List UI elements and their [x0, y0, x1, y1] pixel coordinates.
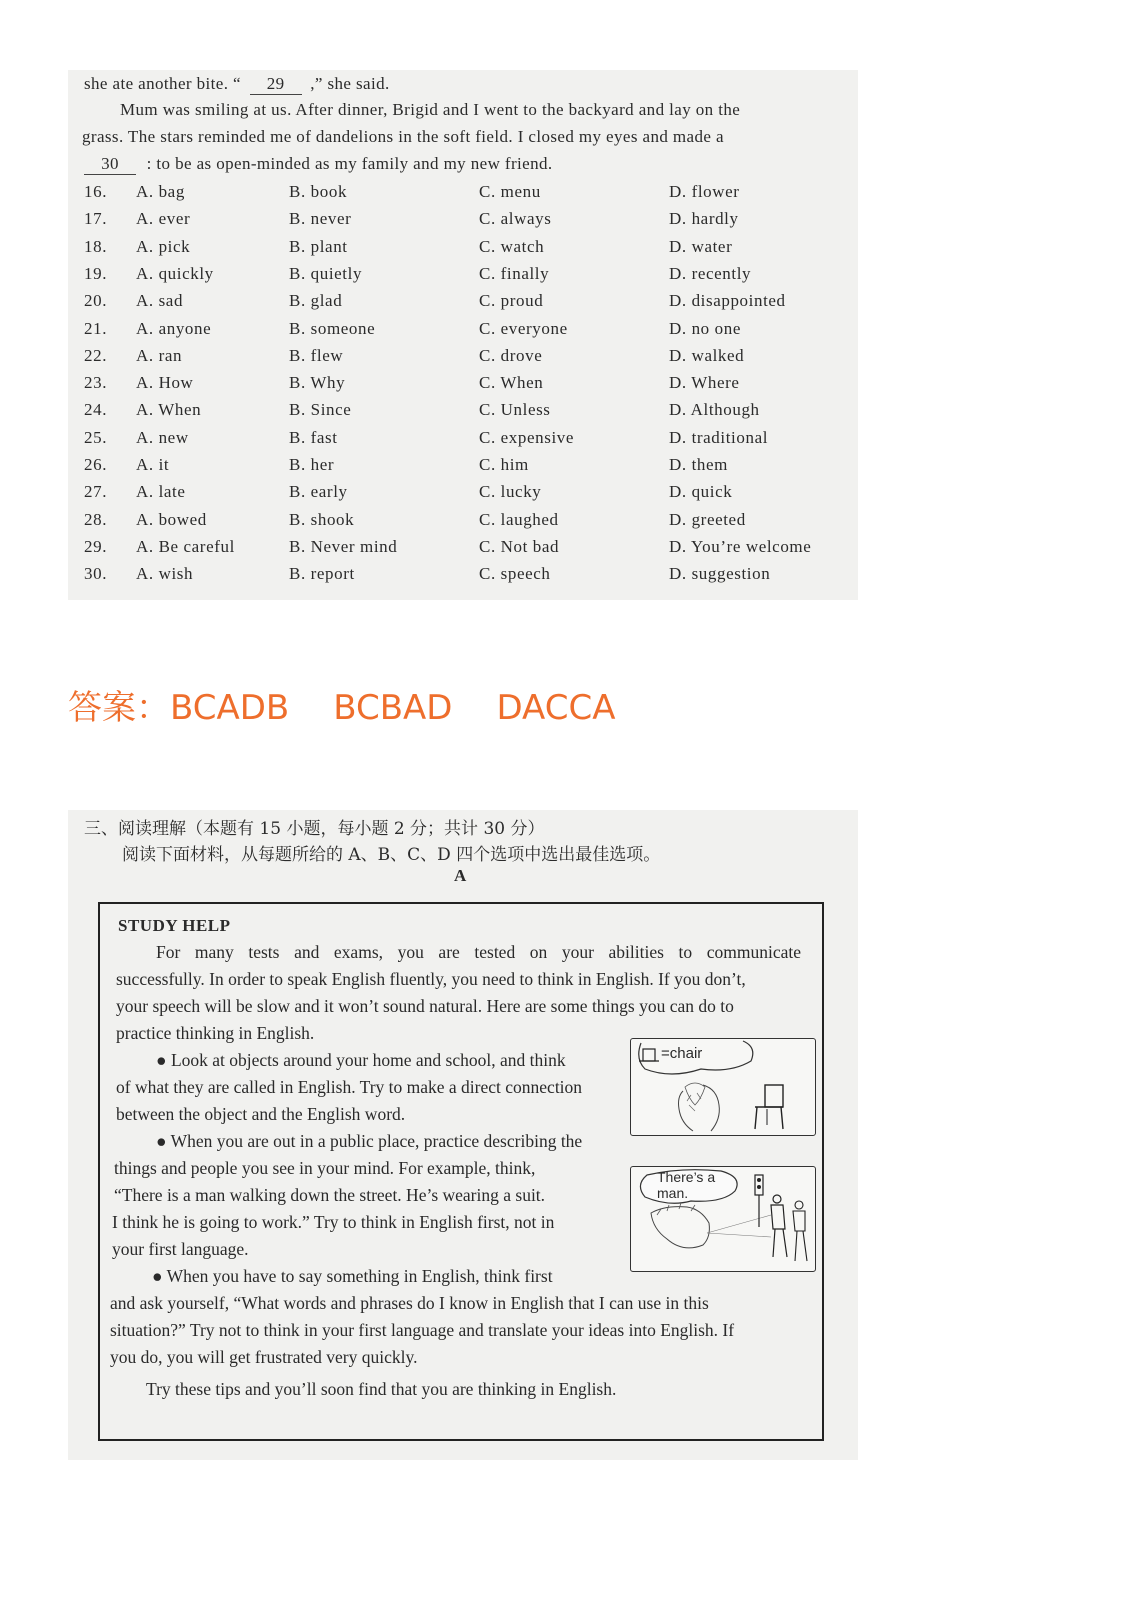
answer-group: BCADB	[170, 688, 290, 728]
question-number: 20.	[84, 291, 108, 311]
option-a: A. Be careful	[136, 536, 235, 556]
option-d: D. Where	[669, 373, 740, 393]
option-a: A. pick	[136, 236, 191, 256]
question-number: 28.	[84, 509, 108, 529]
cloze-line-2: Mum was smiling at us. After dinner, Brigid and I went to the backyard and lay on the	[120, 100, 741, 119]
option-row	[84, 564, 844, 586]
option-c: C. expensive	[479, 427, 575, 447]
option-a: A. How	[136, 373, 194, 393]
option-a: A. late	[136, 482, 186, 502]
cloze-line-1	[84, 74, 390, 95]
option-b: B. never	[289, 209, 352, 229]
question-number: 16.	[84, 182, 108, 201]
option-row	[84, 237, 844, 259]
option-b: B. someone	[289, 318, 376, 338]
chair-illustration	[630, 1038, 816, 1136]
option-c: C. menu	[479, 182, 541, 201]
option-c: C. watch	[479, 236, 545, 256]
option-d: D. flower	[669, 182, 740, 201]
cloze-line-4	[84, 154, 553, 175]
answer-line	[68, 680, 659, 729]
instruction: 阅读下面材料，从每题所给的 A、B、C、D 四个选项中选出最佳选项。	[122, 845, 661, 865]
cloze-line-3: grass. The stars reminded me of dandelions in the soft field. I closed my eyes and made a	[82, 127, 724, 146]
blank-29: 29	[250, 74, 302, 95]
paragraph-line: I think he is going to work.” Try to think in English first, not in	[112, 1212, 555, 1232]
paragraph-line: of what they are called in English. Try to make a direct connection	[116, 1077, 583, 1097]
option-row	[84, 428, 844, 450]
option-c: C. lucky	[479, 482, 542, 502]
option-a: A. it	[136, 455, 170, 474]
question-number: 22.	[84, 345, 108, 365]
option-d: D. traditional	[669, 427, 769, 447]
option-b: B. shook	[289, 509, 355, 529]
option-b: B. fast	[289, 427, 338, 447]
reading-scan	[68, 810, 858, 1460]
answer-label: 答案：	[68, 688, 170, 728]
paragraph-line: “There is a man walking down the street. He’s wearing a suit.	[114, 1185, 546, 1205]
option-d: D. disappointed	[669, 291, 786, 311]
paragraph-line: things and people you see in your mind. For example, think,	[114, 1158, 536, 1178]
cloze-scan	[68, 70, 858, 600]
option-c: C. him	[479, 455, 529, 474]
question-number: 21.	[84, 318, 108, 338]
question-number: 24.	[84, 400, 108, 420]
answer-group: BCBAD	[333, 688, 453, 728]
option-b: B. glad	[289, 291, 343, 311]
chair-caption: =chair	[661, 1045, 703, 1062]
question-number: 30.	[84, 564, 108, 584]
paragraph-line: situation?” Try not to think in your first language and translate your ideas into English. If	[110, 1320, 735, 1340]
bullet-line: ● When you have to say something in English, think first	[152, 1266, 553, 1286]
option-d: D. greeted	[669, 509, 746, 529]
option-d: D. You’re welcome	[669, 536, 812, 556]
option-a: A. anyone	[136, 318, 212, 338]
option-b: B. flew	[289, 345, 344, 365]
option-c: C. drove	[479, 345, 543, 365]
option-d: D. quick	[669, 482, 733, 502]
option-c: C. speech	[479, 564, 551, 584]
part-label: A	[454, 866, 467, 885]
question-number: 25.	[84, 427, 108, 447]
option-row	[84, 346, 844, 368]
option-row	[84, 291, 844, 313]
study-help-box	[98, 902, 824, 1441]
option-c: C. always	[479, 209, 552, 229]
chair-illustration-art	[631, 1039, 815, 1135]
option-c: C. Unless	[479, 400, 551, 420]
option-d: D. water	[669, 236, 733, 256]
option-b: B. Never mind	[289, 536, 398, 556]
paragraph-line: your speech will be slow and it won’t sound natural. Here are some things you can do to	[116, 996, 734, 1016]
option-c: C. When	[479, 373, 544, 393]
blank-30: 30	[84, 154, 136, 175]
option-a: A. bowed	[136, 509, 207, 529]
option-b: B. report	[289, 564, 355, 584]
option-b: B. Why	[289, 373, 346, 393]
box-title: STUDY HELP	[118, 916, 231, 935]
option-a: A. sad	[136, 291, 184, 311]
question-number: 23.	[84, 373, 108, 393]
question-number: 17.	[84, 209, 108, 229]
cloze-text: she ate another bite. “	[84, 74, 241, 93]
option-d: D. no one	[669, 318, 741, 338]
option-c: C. Not bad	[479, 536, 560, 556]
option-d: D. suggestion	[669, 564, 771, 584]
option-row	[84, 264, 844, 286]
street-illustration	[630, 1166, 816, 1272]
cloze-text: : to be as open-minded as my family and my new friend.	[146, 154, 553, 173]
paragraph-line: successfully. In order to speak English fluently, you need to think in English. If you don’t,	[116, 969, 746, 989]
option-b: B. book	[289, 182, 348, 201]
section-title: 三、阅读理解（本题有 15 小题，每小题 2 分；共计 30 分）	[84, 819, 545, 839]
option-row	[84, 182, 844, 204]
question-number: 26.	[84, 455, 108, 474]
bullet-line: ● Look at objects around your home and school, and think	[156, 1050, 566, 1070]
option-b: B. her	[289, 455, 335, 474]
option-a: A. new	[136, 427, 189, 447]
option-row	[84, 373, 844, 395]
option-d: D. recently	[669, 263, 752, 283]
paragraph-line: between the object and the English word.	[116, 1104, 406, 1124]
bullet-line: ● When you are out in a public place, practice describing the	[156, 1131, 583, 1151]
option-row	[84, 455, 844, 477]
paragraph-line: Try these tips and you’ll soon find that you are thinking in English.	[146, 1379, 617, 1399]
option-c: C. laughed	[479, 509, 559, 529]
option-b: B. Since	[289, 400, 352, 420]
question-number: 19.	[84, 263, 108, 283]
option-b: B. early	[289, 482, 348, 502]
option-c: C. everyone	[479, 318, 568, 338]
question-number: 29.	[84, 536, 108, 556]
option-a: A. bag	[136, 182, 185, 201]
answer-group: DACCA	[496, 688, 616, 728]
question-number: 27.	[84, 482, 108, 502]
paragraph-line: practice thinking in English.	[116, 1023, 315, 1043]
option-row	[84, 482, 844, 504]
option-b: B. plant	[289, 236, 348, 256]
option-d: D. them	[669, 455, 728, 474]
paragraph-line: you do, you will get frustrated very quickly.	[110, 1347, 418, 1367]
option-a: A. ran	[136, 345, 183, 365]
option-d: D. hardly	[669, 209, 739, 229]
option-a: A. ever	[136, 209, 191, 229]
option-row	[84, 400, 844, 422]
option-c: C. finally	[479, 263, 550, 283]
question-number: 18.	[84, 236, 108, 256]
option-row	[84, 510, 844, 532]
street-caption-line-2: man.	[657, 1185, 689, 1201]
option-d: D. walked	[669, 345, 745, 365]
cloze-text: ,” she said.	[310, 74, 390, 93]
option-a: A. wish	[136, 564, 194, 584]
street-caption-line-1: There’s a	[657, 1169, 716, 1185]
option-a: A. When	[136, 400, 202, 420]
option-c: C. proud	[479, 291, 544, 311]
option-d: D. Although	[669, 400, 760, 420]
option-row	[84, 319, 844, 341]
paragraph-line: For many tests and exams, you are tested on your abilities to communicate	[156, 942, 801, 962]
option-row	[84, 209, 844, 231]
option-b: B. quietly	[289, 263, 363, 283]
paragraph-line: and ask yourself, “What words and phrases do I know in English that I can use in this	[110, 1293, 709, 1313]
option-a: A. quickly	[136, 263, 214, 283]
paragraph-line: your first language.	[112, 1239, 249, 1259]
option-row	[84, 537, 844, 559]
street-caption	[657, 1169, 715, 1201]
